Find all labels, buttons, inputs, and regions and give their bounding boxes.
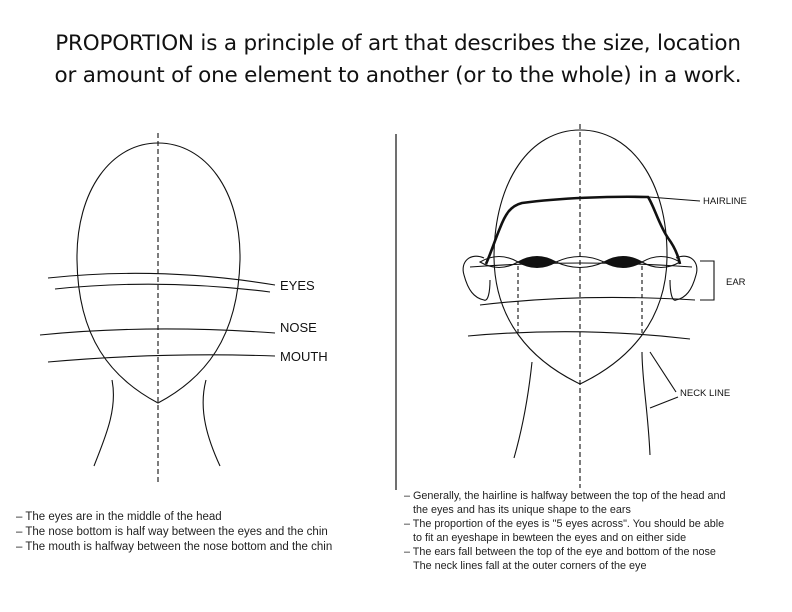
label-eyes: EYES <box>280 278 315 293</box>
right-nose-line <box>480 297 695 305</box>
right-head <box>463 124 714 488</box>
left-notes <box>16 510 332 555</box>
left-note-3: – The mouth is halfway between the nose bottom and the chin <box>16 541 333 553</box>
right-mouth-line <box>468 332 690 339</box>
label-nose: NOSE <box>280 320 317 335</box>
title-line-2: or amount of one element to another (or to the whole) in a work. <box>54 63 742 88</box>
label-hairline: HAIRLINE <box>703 196 747 207</box>
right-note-3: – The proportion of the eyes is "5 eyes across". You should be able <box>404 518 725 530</box>
hairline-shape <box>486 197 680 264</box>
label-neck-line: NECK LINE <box>680 388 731 399</box>
right-neck-left <box>514 362 532 458</box>
neck-line-pointer-1 <box>650 352 676 392</box>
eye-right <box>604 257 642 268</box>
left-neck-left <box>94 380 113 466</box>
hairline-pointer <box>649 197 700 201</box>
left-note-2: – The nose bottom is half way between the eyes and the chin <box>16 526 328 538</box>
ear-right <box>670 256 697 300</box>
right-note-6: The neck lines fall at the outer corners of the eye <box>413 560 647 572</box>
label-mouth: MOUTH <box>280 349 328 364</box>
eye-left <box>518 257 556 268</box>
left-neck-right <box>203 380 220 466</box>
left-note-1: – The eyes are in the middle of the head <box>16 511 222 523</box>
right-note-1: – Generally, the hairline is halfway between the top of the head and <box>404 490 726 502</box>
right-ear-top-line <box>470 263 692 267</box>
right-note-2: the eyes and has its unique shape to the ears <box>413 504 631 516</box>
left-mouth-line <box>48 355 275 362</box>
right-notes <box>404 489 726 573</box>
title-line-1: PROPORTION is a principle of art that describes the size, location <box>55 31 741 56</box>
left-eyes-line <box>48 273 275 285</box>
neck-line-pointer-2 <box>650 397 678 408</box>
left-head <box>40 133 275 482</box>
right-note-4: to fit an eyeshape in bewteen the eyes and on either side <box>413 532 687 544</box>
ear-bracket <box>700 261 714 300</box>
right-note-5: – The ears fall between the top of the eye and bottom of the nose <box>404 546 716 558</box>
label-ear: EAR <box>726 277 746 288</box>
right-neck-right <box>642 352 650 455</box>
